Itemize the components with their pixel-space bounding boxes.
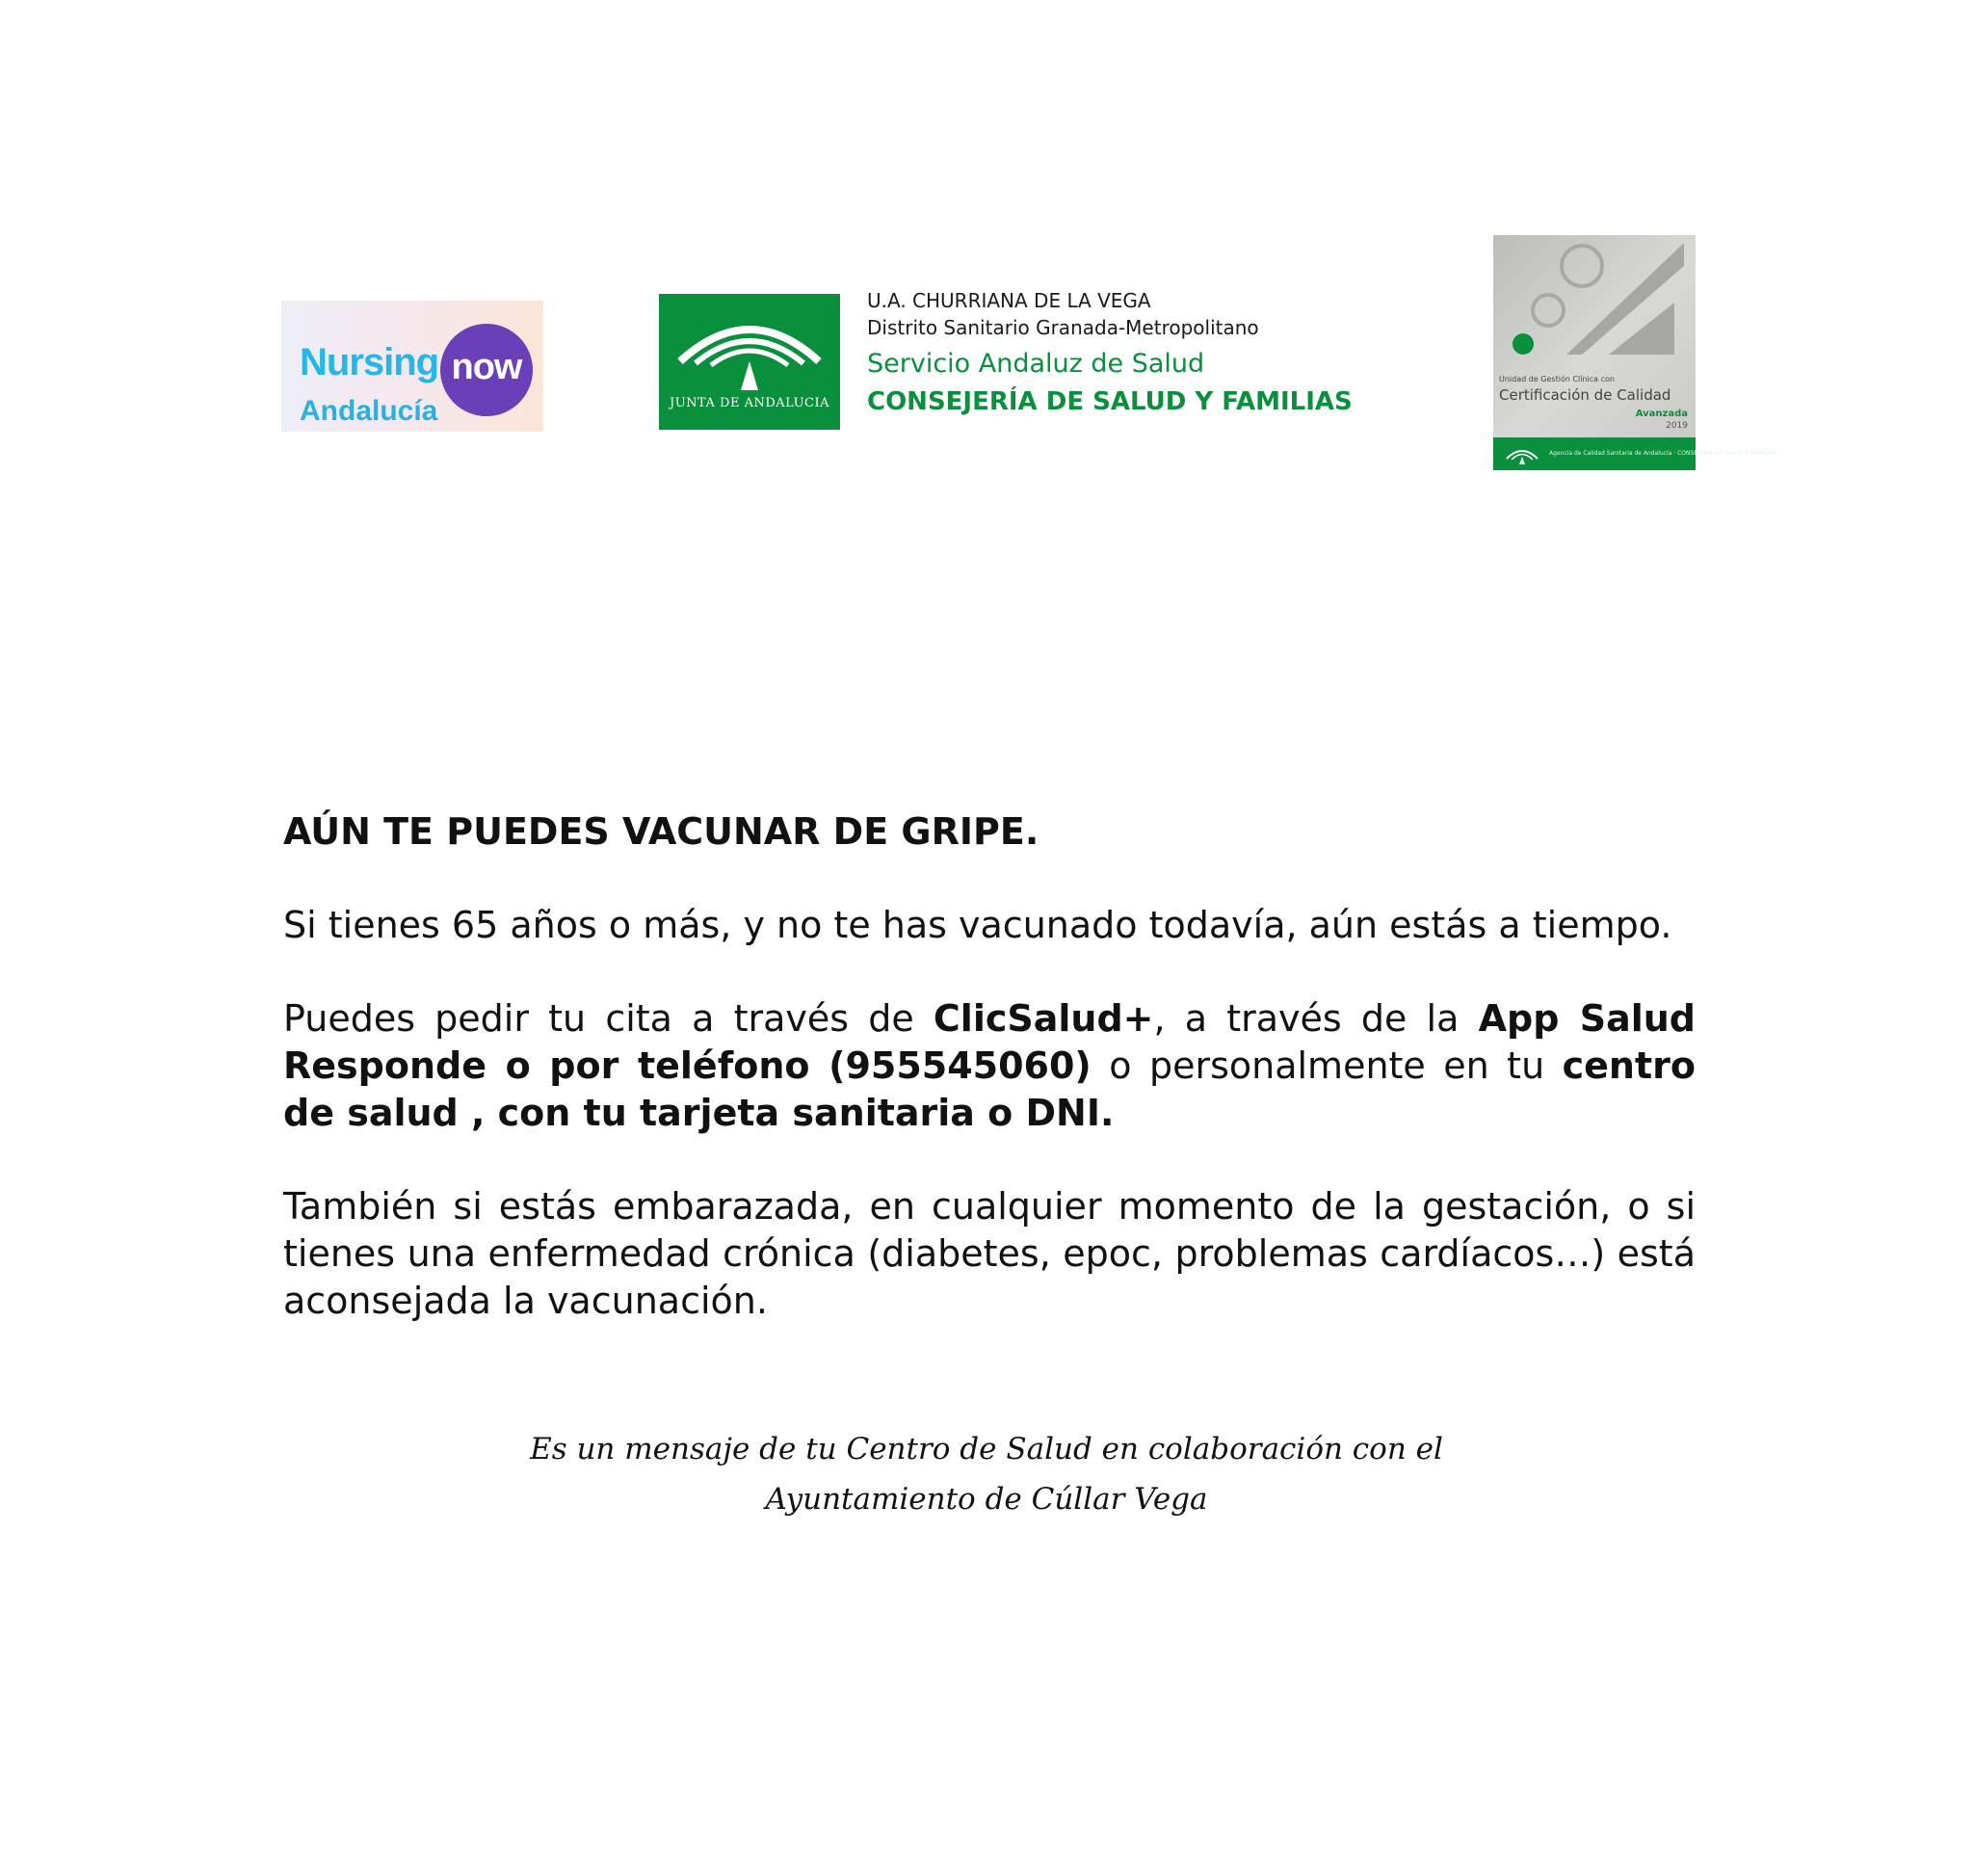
andalucia-word: Andalucía xyxy=(300,395,438,427)
now-circle xyxy=(440,324,533,416)
unit-name: U.A. CHURRIANA DE LA VEGA xyxy=(867,289,1151,312)
junta-de-andalucia-logo xyxy=(659,294,840,430)
badge-unit-text: Unidad de Gestión Clínica con xyxy=(1499,375,1615,383)
ministry-name: CONSEJERÍA DE SALUD Y FAMILIAS xyxy=(867,387,1353,416)
badge-junta-icon xyxy=(1503,439,1541,468)
nursing-word: Nursing xyxy=(300,341,439,383)
district-name: Distrito Sanitario Granada-Metropolitano xyxy=(867,316,1259,339)
headline: AÚN TE PUEDES VACUNAR DE GRIPE. xyxy=(283,810,1039,853)
badge-year: 2019 xyxy=(1666,421,1688,431)
paragraph-age: Si tienes 65 años o más, y no te has vacunado todavía, aún estás a tiempo. xyxy=(283,904,1672,946)
appointment-text-1: Puedes pedir tu cita a través de xyxy=(283,997,934,1040)
footer-line-2: Ayuntamiento de Cúllar Vega xyxy=(765,1482,1208,1517)
app-phone-text: App Salud Responde o por teléfono (955545060) xyxy=(283,997,1697,1087)
junta-arches-icon xyxy=(659,302,840,398)
paragraph-appointment xyxy=(283,995,1696,1137)
footer-message xyxy=(482,1424,1491,1524)
now-word: now xyxy=(451,347,522,387)
junta-caption: JUNTA DE ANDALUCIA xyxy=(670,396,829,410)
badge-footer-strip xyxy=(1493,437,1777,470)
badge-level: Avanzada xyxy=(1635,409,1688,419)
service-name: Servicio Andaluz de Salud xyxy=(867,349,1205,379)
announcement-body xyxy=(283,807,1696,1325)
appointment-text-3: o personalmente en tu xyxy=(1091,1044,1563,1087)
appointment-text-2: , a través de la xyxy=(1153,997,1479,1040)
badge-title: Certificación de Calidad xyxy=(1499,386,1671,404)
paragraph-risk-groups: También si estás embarazada, en cualquier momento de la gestación, o si tienes una enfermedad crónica (diabetes, epoc, problemas cardíacos…) está aconsejada la vacunación. xyxy=(283,1185,1696,1322)
footer-line-1: Es un mensaje de tu Centro de Salud en colaboración con el xyxy=(530,1432,1443,1466)
institution-lines xyxy=(867,287,1353,420)
quality-emblem-icon xyxy=(1493,235,1696,370)
clicsalud-text: ClicSalud+ xyxy=(933,997,1154,1040)
health-center-text: centro de salud , con tu tarjeta sanitaria o DNI. xyxy=(283,1044,1696,1134)
badge-footer-text: Agencia de Calidad Sanitaria de Andalucía · CONSEJERÍA DE SALUD Y FAMILIAS xyxy=(1549,450,1777,457)
quality-certification-badge xyxy=(1493,235,1777,470)
nursing-now-logo xyxy=(281,301,543,432)
